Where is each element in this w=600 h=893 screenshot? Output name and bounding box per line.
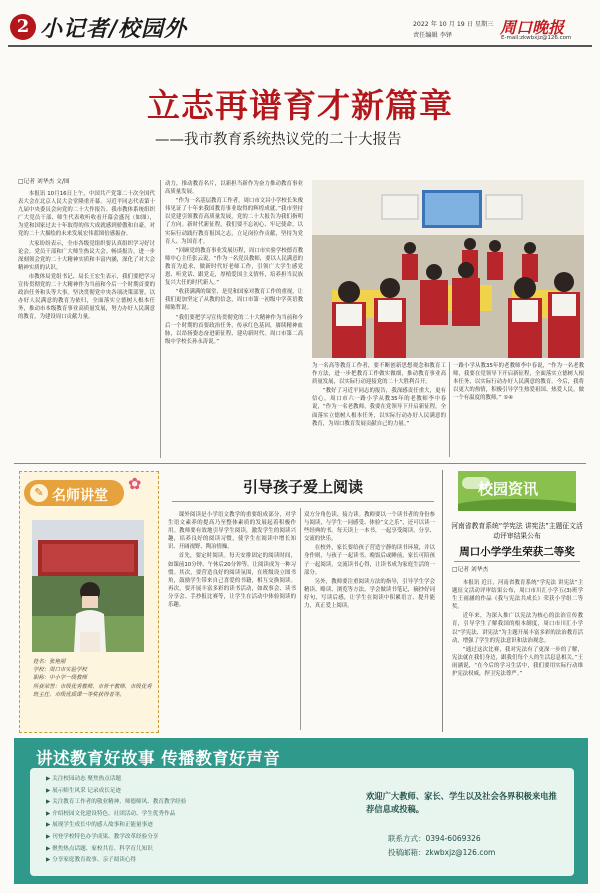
editor-label: 责任编辑 李铎 xyxy=(413,32,453,39)
main-paragraph: 市教体局党组书记、局长王宏生表示，我们要把学习宣传贯彻党的二十大精神作为当前和今后一个时期首要的政治任务和头等大事。坚决贯彻党中央各项决策部署，以办好人民满意的教育为依归，全面落实立德树人根本任务，推动市本级教育事业高质量发展，努力办好人民满意的教育，为建设周口贡献力量。 xyxy=(18,273,155,321)
teacher-icon: ✎ xyxy=(30,484,48,502)
reading-paragraph: 在校外，家长要给孩子营造宁静的读书环境，并以身作则，与孩子一起读书。晚饭后或睡前，家长可陪孩子一起阅读，交流读书心得，让读书成为家庭生活的一部分。 xyxy=(304,545,435,576)
campus-news-title: 校园资讯 xyxy=(478,480,539,498)
banner-list-item: ▶ 分享家庭教育故事、亲子阅读心得 xyxy=(46,857,137,864)
bottom-banner-list xyxy=(46,774,326,867)
main-paragraph: 本报讯 10月16日上午，中国共产党第二十次全国代表大会在北京人民大会堂隆重开幕。习近平同志代表第十九届中央委员会向党的二十大作报告。我市教体系统组织广大党员干部、师生代表收听收看开幕会盛况（如图），为党和国家过去十年取得的伟大成就感到骄傲和自豪，对党的二十大描绘的未来发展宏伟蓝图倍感振奋。 xyxy=(18,191,155,238)
campus-news-subtitle: 河南省教育系统“学宪法 讲宪法”主题征文活动评审结果公布 xyxy=(451,522,583,540)
main-paragraph: “教好了习近平同志的报告，我深感责任重大，更有信心，周口市六一路小学从教35年的老教师李中春说，“作为一名老教师，我要在党领导下开启新征程，全面落实立德树人根本任务，以实际行动办好人民满意的教育，为周口教育发展贡献自己的力量。” xyxy=(312,388,446,427)
subheadline: ——我市教育系统热议党的二十大报告 xyxy=(155,132,402,148)
campus-news-rule xyxy=(454,561,580,562)
main-paragraph: “作为一名基层教育工作者，周口市文昌小学校长朱俊伟见证了十年来我国教育事业取得的辉煌成就。”我市坚持以党建引领教育高质量发展，党的二十大报告为我们指明了方向。新时代新征程，我们要不忘初心、牢记使命，以实际行动践行教育报国之志，立足岗位作贡献，坚持为党育人、为国育才。 xyxy=(165,198,303,245)
issue-date: 2022 年 10 月 19 日 星期三 xyxy=(413,21,494,28)
page-number: 2 xyxy=(16,16,30,37)
banner-list-item: ▶ 展示师生风采 记录成长足迹 xyxy=(46,787,121,794)
bottom-banner-phone: 联系方式：0394-6069326 xyxy=(388,834,481,843)
banner-list-item: ▶ 介绍校园文化建设特色、社团活动、学生优秀作品 xyxy=(46,810,176,817)
main-byline: □记者 刘华杰 文/图 xyxy=(18,179,70,185)
header-rule xyxy=(8,45,592,47)
section-rule xyxy=(442,470,443,732)
section-title: 小记者/校园外 xyxy=(40,16,188,42)
campus-paragraph: “通过这次比赛，我对宪法有了更深一步的了解，宪法就在我们身边，跟我们每个人的生活息息相关。”王雨涵说，“在今后的学习生活中，我们要用实际行动维护宪法权威，捍卫宪法尊严。” xyxy=(452,646,583,678)
banner-list-text: 刊登学校特色办学成果、教学改革经验分享 xyxy=(52,833,159,840)
banner-list-item: ▶ 关注教育工作者的敬业精神、师德师风、教育教学经验 xyxy=(46,799,187,806)
reading-title: 引导孩子爱上阅读 xyxy=(242,478,363,496)
campus-news-headline: 周口小学学生荣获二等奖 xyxy=(459,546,575,558)
campus-news-byline: □记者 刘华杰 xyxy=(452,567,489,573)
main-col-1 xyxy=(18,190,155,460)
main-paragraph: 动力，推动教育名片，以新担当新作为奋力推动教育事业高质量发展。 xyxy=(165,181,303,196)
header-email: E-mail:zkwbxjz@126.com xyxy=(501,35,572,41)
campus-news-body xyxy=(452,579,583,731)
reading-paragraph: 课外阅读是小学语文教学的重要组成部分，对学生语文素养的提高乃至整体素质的发展起着积极作用。教师要有效地引导学生阅读，激发学生的阅读兴趣，培养良好的阅读习惯，使学生在阅读中增长知识、开阔视野、陶冶情操。 xyxy=(168,512,296,551)
flower-decoration: ✿ xyxy=(128,474,142,493)
teacher-caption: 姓名：张艳丽 学校：周口市实验学校 职称：中小学一级教师 所获荣誉：市级优秀教师、市骨干教师、市级优秀班主任、市级优质课一等奖获得者等。 xyxy=(33,659,152,698)
banner-list-item: ▶ 聚焦热点话题、家校共育、科学育儿知识 xyxy=(46,845,153,852)
main-paragraph: “我们要把学习宣传贯彻党的二十大精神作为当前和今后一个时期的首要政治任务，传承红色基因，赓续精神血脉，以昂扬姿态奋进新征程、建功新时代。周口市第二高级中学校长孙永涛说。” xyxy=(165,314,303,345)
campus-paragraph: 近年来，为深入推广以宪法为核心的法治宣传教育，引导学生了解我国的根本制度，周口市川汇小学以“学宪法、讲宪法”为主题开展丰富多彩的法治教育活动，增强了学生的宪法意识和法治观念。 xyxy=(452,613,583,644)
classroom-photo xyxy=(312,180,584,358)
banner-list-text: 关注校园动态 聚焦热点话题 xyxy=(52,776,121,782)
banner-list-text: 展示师生风采 记录成长足迹 xyxy=(52,787,121,794)
main-paragraph: “收获满满的课堂，是党和国家对教育工作的重视，让我们更加坚定了从教的信念，周口市第一初级中学英语教师陈哲说。 xyxy=(165,289,303,312)
teacher-photo-drawing xyxy=(32,520,144,652)
column-rule xyxy=(160,180,161,458)
main-col-3 xyxy=(312,362,446,462)
banner-hill xyxy=(458,499,576,511)
reading-title-rule xyxy=(172,501,434,502)
campus-paragraph: 本报讯 近日，河南省教育系统“学宪法 讲宪法”主题征文活动评审结果公布，周口市川汇小学五(3)班学生王雨涵的作品《我与宪法共成长》荣获小学组二等奖。 xyxy=(452,580,583,611)
famous-teacher-title: 名师讲堂 xyxy=(52,488,108,504)
bottom-banner-email: 投稿邮箱：zkwbxjz@126.com xyxy=(388,848,496,857)
column-rule xyxy=(449,362,450,457)
reading-col-2 xyxy=(304,511,435,733)
reading-paragraph: 另外，教师要注重阅读方法的指导，引导学生学会精读、略读、浏览等方法，学会做读书笔记，摘抄好词好句，写读后感，让学生在阅读中积累语言、提升能力，真正爱上阅读。 xyxy=(304,578,435,610)
column-rule xyxy=(300,508,301,730)
section-divider xyxy=(14,463,586,464)
headline: 立志再谱育才新篇章 xyxy=(147,86,453,125)
paper-logo: 周口晚报 xyxy=(500,18,565,37)
main-paragraph: 一路小学从教35年的老教师李中春说，“作为一名老教师，我要在党领导下开启新征程，全面落实立德树人根本任务，以实际行动办好人民满意的教育。今后，我将以更大的热情，积极引导学生热爱祖国、热爱人民，做一个有温度的教师。” ①④ xyxy=(453,363,584,402)
reading-paragraph: 首先，要定时阅读。每天安排固定的阅读时间，如课前10分钟、午休后20分钟等，让阅读成为一种习惯。其次，要营造良好的阅读氛围，在班级设立图书角，鼓励学生带来自己喜爱的书籍，相互交换阅读。再次，要开展丰富多彩的读书活动，如故事会、读书分享会、手抄报比赛等，让学生在活动中体验阅读的乐趣。 xyxy=(168,553,296,609)
main-col-2 xyxy=(165,180,303,460)
banner-list-text: 介绍校园文化建设特色、社团活动、学生优秀作品 xyxy=(52,810,176,817)
banner-list-item: ▶ 刊登学校特色办学成果、教学改革经验分享 xyxy=(46,833,159,840)
banner-list-text: 关注教育工作者的敬业精神、师德师风、教育教学经验 xyxy=(52,799,187,806)
banner-list-item: ▶ 关注校园动态 聚焦热点话题 xyxy=(46,776,121,782)
page-number-badge xyxy=(10,14,36,40)
banner-list-text: 展现学生成长中的感人故事和正能量事迹 xyxy=(52,822,153,829)
banner-list-text: 聚焦热点话题、家校共育、科学育儿知识 xyxy=(52,845,153,852)
main-paragraph: 大家纷纷表示，全市各级党组织要认真组织学习好讨论会，党员干部和广大师生热议大会。畅谈报告，进一步深刻领会党的二十大精神实质和丰富内涵，深化了对大会精神实质的认识。 xyxy=(18,240,155,271)
main-col-4 xyxy=(453,362,584,462)
reading-paragraph: 双方分角色读、接力读。教师要以一个读书者的身份参与阅读，与学生一同感受、体验“文之乐”，还可以读一些经典的书。每天读上一本书，一起享受阅读、分享、交流的快乐。 xyxy=(304,512,435,543)
main-paragraph: 为一名高等教育工作者，要不断创新思想观念和教育工作方法，进一步把教育工作做实做细，推动教育事业高质量发展，以实际行动迎接党的二十大胜利召开。 xyxy=(312,363,446,386)
reading-col-1 xyxy=(168,511,296,733)
banner-list-text: 分享家庭教育故事、亲子阅读心得 xyxy=(52,857,137,864)
teacher-photo xyxy=(32,520,144,652)
main-paragraph: “回顾党的教育事业发展历程，周口市实验学校德育教师中心主任张云说，“作为一名党员教师，要以人民满意的教育为追求，做新时代好老师工作，引领广大学生感党恩、听党话、跟党走，厚植爱国主义情怀，培养担当民族复兴大任的时代新人。” xyxy=(165,247,303,287)
bottom-banner-title: 讲述教育好故事 传播教育好声音 xyxy=(36,749,281,768)
banner-list-item: ▶ 展现学生成长中的感人故事和正能量事迹 xyxy=(46,822,153,829)
bottom-banner-welcome: 欢迎广大教师、家长、学生以及社会各界积极来电推荐信息或投稿。 xyxy=(366,791,557,814)
classroom-photo-drawing xyxy=(312,180,584,358)
